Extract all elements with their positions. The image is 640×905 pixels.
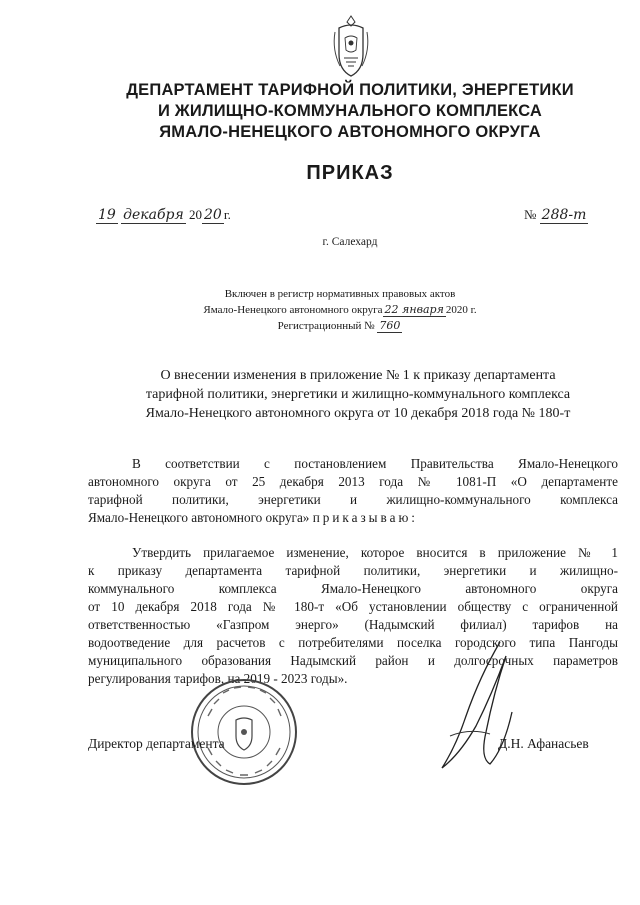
paragraph-line: от 10 декабря 2018 года № 180-т «Об установлении обществу с ограниченной: [88, 599, 618, 614]
registration-number-label: Регистрационный №: [277, 320, 375, 332]
subject-line: Ямало-Ненецкого автономного округа от 10 декабря 2018 года № 180-т: [145, 406, 571, 421]
order-word: приказываю:: [312, 510, 418, 525]
coat-of-arms-icon: [330, 14, 372, 80]
registration-stamp: [160, 287, 520, 334]
department-line: ДЕПАРТАМЕНТ ТАРИФНОЙ ПОЛИТИКИ, ЭНЕРГЕТИКИ: [126, 81, 574, 99]
registration-date: 22 января: [384, 303, 444, 316]
official-seal-icon: [188, 676, 300, 788]
registration-line: Включен в регистр нормативных правовых актов: [224, 288, 456, 300]
paragraph-line: ответственностью «Газпром энерго» (Надымский филиал) тарифов на: [88, 617, 618, 632]
registration-line: [160, 318, 520, 334]
document-type-title: ПРИКАЗ: [306, 162, 394, 184]
paragraph-line: водоотведение для расчетов с потребителями поселка городского типа Пангоды: [88, 635, 618, 650]
order-subject: [88, 366, 628, 423]
registration-year: 2020 г.: [445, 304, 477, 316]
signer-name: Д.Н. Афанасьев: [498, 736, 589, 751]
subject-line: О внесении изменения в приложение № 1 к приказу департамента: [160, 368, 556, 383]
department-line: И ЖИЛИЩНО-КОММУНАЛЬНОГО КОМПЛЕКСА: [157, 102, 543, 120]
paragraph-line: регулирования тарифов, на 2019 - 2023 годы».: [88, 671, 348, 686]
paragraph-line: муниципального образования Надымский район и долгосрочных параметров: [88, 653, 618, 668]
date-month: декабря: [123, 207, 184, 223]
preamble-paragraph: [88, 455, 618, 527]
paragraph-line: автономного округа от 25 декабря 2013 года № 1081-П «О департаменте: [88, 474, 618, 489]
paragraph-line: В соответствии с постановлением Правительства Ямало-Ненецкого: [132, 456, 618, 471]
department-line: ЯМАЛО-НЕНЕЦКОГО АВТОНОМНОГО ОКРУГА: [159, 123, 541, 141]
order-paragraph: [88, 544, 618, 688]
paragraph-line: тарифной политики, энергетики и жилищно-коммунального комплекса: [88, 492, 618, 507]
registration-region: Ямало-Ненецкого автономного округа: [203, 304, 383, 316]
date-day: 19: [98, 207, 116, 223]
date-year-end: г.: [223, 207, 231, 222]
order-number: [524, 207, 588, 223]
order-date: [96, 207, 231, 223]
date-year-prefix: 20: [188, 207, 202, 222]
date-year-suffix: 20: [203, 207, 222, 223]
director-title: Директор департамента: [88, 736, 225, 751]
paragraph-line: Утвердить прилагаемое изменение, которое вносится в приложение № 1: [132, 545, 618, 560]
paragraph-line: коммунального комплекса Ямало-Ненецкого автономного округа: [88, 581, 618, 596]
city-name: г. Салехард: [322, 236, 378, 248]
paragraph-line: [88, 509, 618, 527]
number-prefix: №: [524, 207, 537, 222]
preamble-end: Ямало-Ненецкого автономного округа»: [88, 510, 310, 525]
handwritten-signature-icon: [420, 636, 530, 776]
number-value: 288-т: [541, 207, 587, 223]
registration-line: [160, 302, 520, 318]
registration-number: 760: [379, 319, 401, 332]
paragraph-line: к приказу департамента тарифной политики, энергетики и жилищно-: [88, 563, 618, 578]
subject-line: тарифной политики, энергетики и жилищно-коммунального комплекса: [145, 387, 571, 402]
department-name: [60, 80, 640, 143]
